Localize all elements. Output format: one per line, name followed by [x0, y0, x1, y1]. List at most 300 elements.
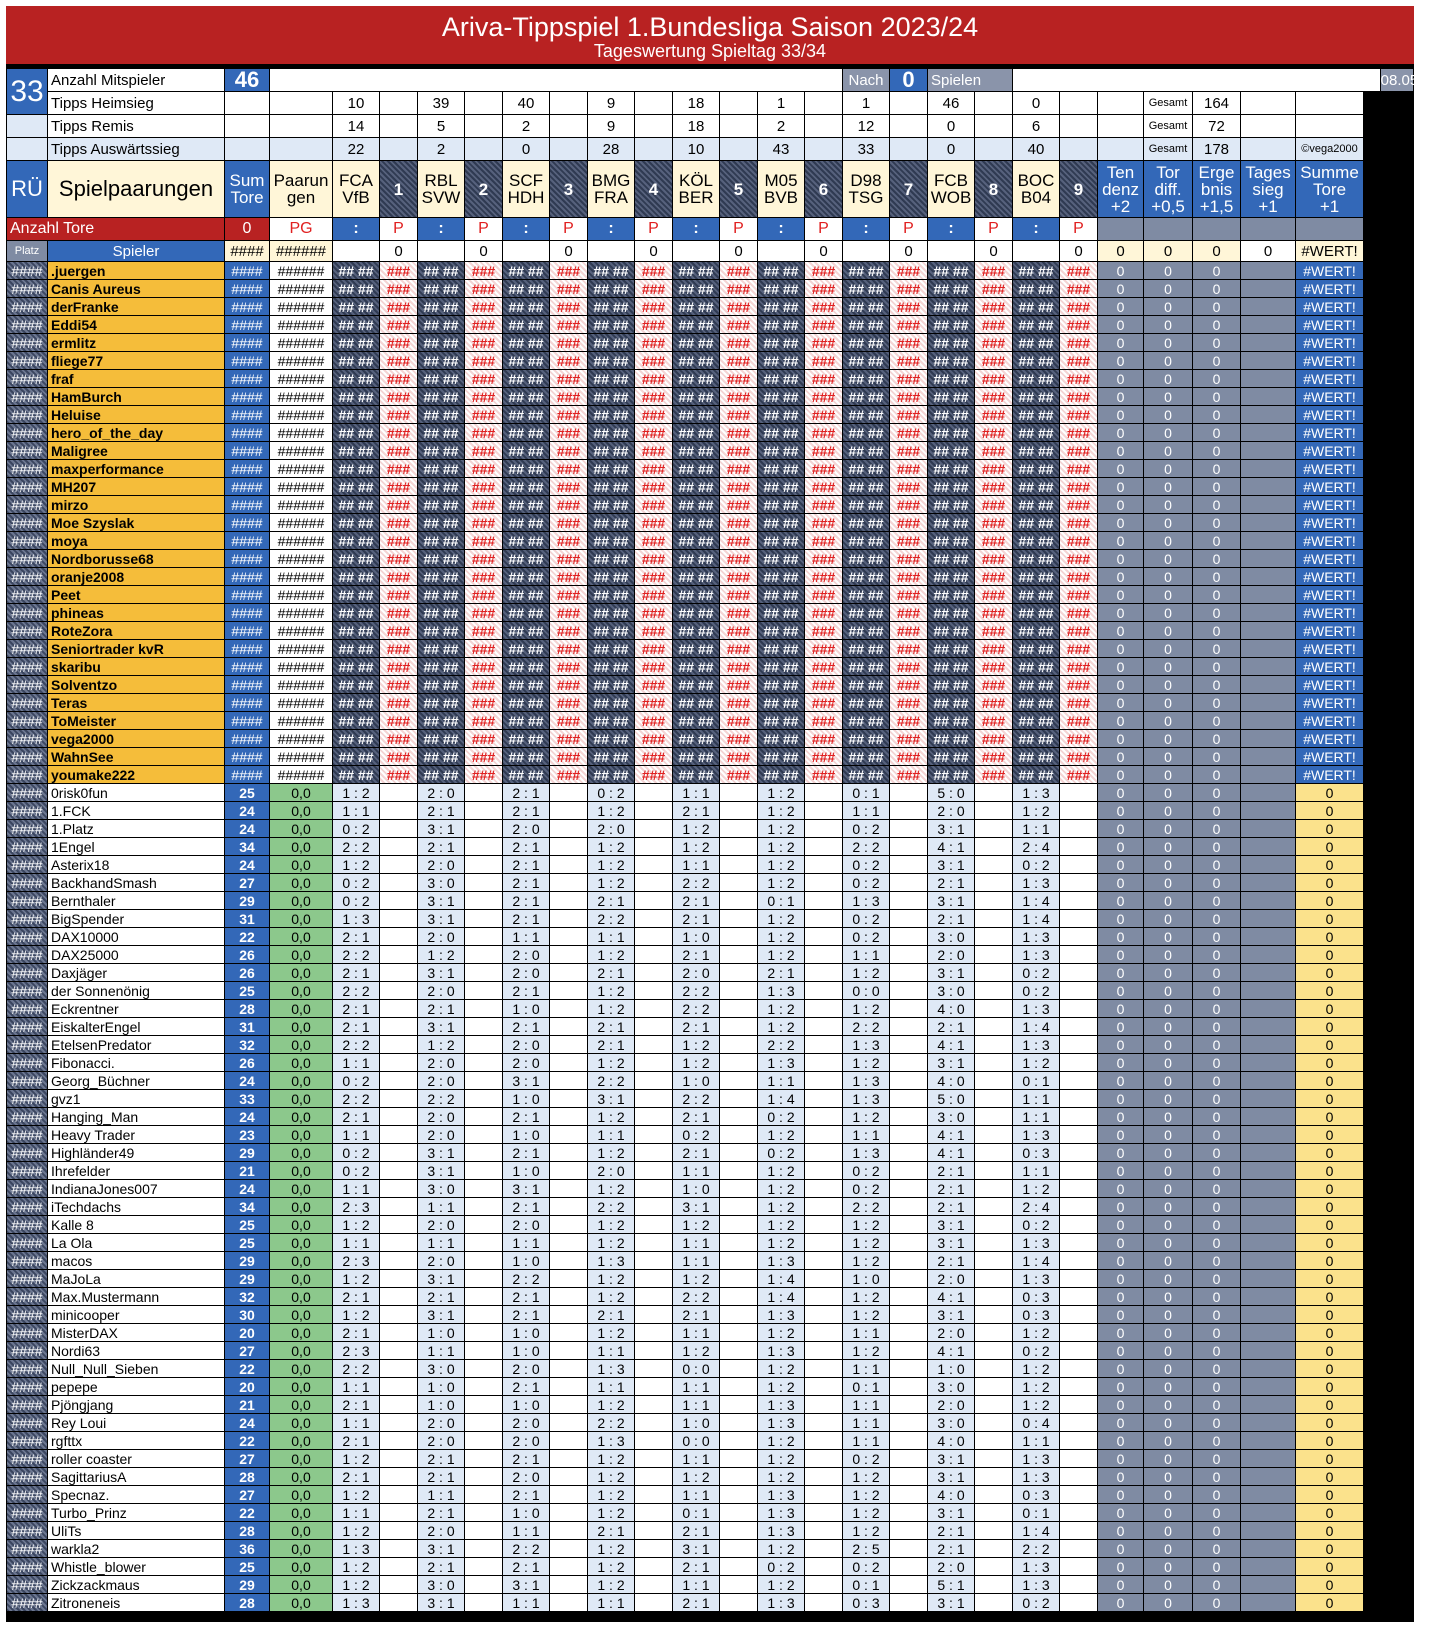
player-name[interactable]: La Ola: [48, 1234, 224, 1251]
points-cell: ###: [805, 748, 842, 765]
player-name[interactable]: Kalle 8: [48, 1216, 224, 1233]
tip-cell: ## ##: [673, 550, 719, 567]
tip-cell: 2 : 1: [588, 1018, 634, 1035]
player-name[interactable]: Pjöngjang: [48, 1396, 224, 1413]
blank-cell: [1060, 802, 1097, 819]
spielpaarungen-header: Spielpaarungen: [48, 161, 224, 217]
blank-cell: [720, 928, 757, 945]
player-name[interactable]: youmake222: [48, 766, 224, 783]
score-cell: 0: [1193, 1126, 1240, 1143]
sum-tore-cell: 24: [225, 802, 269, 819]
tip-cell: ## ##: [333, 280, 379, 297]
wert-cell: #WERT!: [1296, 241, 1363, 261]
platz-cell: ####: [7, 1162, 47, 1179]
tip-cell: 2 : 1: [673, 1144, 719, 1161]
tip-cell: 2 : 2: [333, 1090, 379, 1107]
player-name[interactable]: Null_Null_Sieben: [48, 1360, 224, 1377]
players-count: 46: [225, 69, 269, 91]
tip-cell: 1 : 2: [588, 982, 634, 999]
player-name[interactable]: EiskalterEngel: [48, 1018, 224, 1035]
blank-cell: [805, 802, 842, 819]
platz-cell: ####: [7, 1360, 47, 1377]
player-name[interactable]: 1.FCK: [48, 802, 224, 819]
blank-cell: [465, 1486, 502, 1503]
player-row: [7, 1486, 1413, 1503]
tip-cell: 1 : 4: [1013, 1252, 1059, 1269]
player-name[interactable]: macos: [48, 1252, 224, 1269]
player-row: [7, 262, 1413, 279]
player-name[interactable]: skaribu: [48, 658, 224, 675]
tip-cell: 1 : 2: [843, 1486, 889, 1503]
tip-cell: 1 : 1: [418, 1234, 464, 1251]
player-name[interactable]: rgfttx: [48, 1432, 224, 1449]
points-cell: ###: [890, 496, 927, 513]
player-name[interactable]: HamBurch: [48, 388, 224, 405]
result-cell[interactable]: :: [928, 218, 974, 240]
tip-cell: ## ##: [333, 694, 379, 711]
player-name[interactable]: minicooper: [48, 1306, 224, 1323]
tip-cell: 1 : 1: [1013, 820, 1059, 837]
blank-cell: [1241, 1360, 1295, 1377]
blank-cell: [635, 115, 672, 137]
tip-cell: 1 : 2: [588, 1180, 634, 1197]
score-cell: 0: [1144, 406, 1192, 423]
points-cell: ###: [975, 388, 1012, 405]
player-name[interactable]: 0risk0fun: [48, 784, 224, 801]
blank-cell: [418, 241, 464, 261]
player-name[interactable]: EtelsenPredator: [48, 1036, 224, 1053]
tip-cell: ## ##: [503, 424, 549, 441]
player-name[interactable]: Asterix18: [48, 856, 224, 873]
tip-cell: 3 : 1: [928, 820, 974, 837]
player-name[interactable]: SagittariusA: [48, 1468, 224, 1485]
tip-cell: ## ##: [843, 622, 889, 639]
player-name[interactable]: mirzo: [48, 496, 224, 513]
result-cell[interactable]: :: [843, 218, 889, 240]
tip-cell: 1 : 2: [758, 928, 804, 945]
tip-cell: 1 : 2: [843, 1054, 889, 1071]
player-name[interactable]: Nordi63: [48, 1342, 224, 1359]
tip-cell: 4 : 0: [928, 1486, 974, 1503]
player-name[interactable]: Whistle_blower: [48, 1558, 224, 1575]
player-name[interactable]: MaJoLa: [48, 1270, 224, 1287]
result-cell[interactable]: :: [418, 218, 464, 240]
blank-cell: [1060, 1324, 1097, 1341]
blank-cell: [975, 1504, 1012, 1521]
hash-cell: ######: [270, 370, 332, 387]
score-cell: 0: [1193, 802, 1240, 819]
player-name[interactable]: 1.Platz: [48, 820, 224, 837]
tip-cell: ## ##: [503, 622, 549, 639]
player-name[interactable]: gvz1: [48, 1090, 224, 1107]
result-cell[interactable]: :: [758, 218, 804, 240]
tip-cell: ## ##: [418, 730, 464, 747]
points-cell: ###: [805, 388, 842, 405]
player-name[interactable]: ermlitz: [48, 334, 224, 351]
points-cell: ###: [550, 262, 587, 279]
blank-cell: [380, 910, 417, 927]
tip-cell: 5 : 1: [928, 1576, 974, 1593]
blank-cell: [380, 784, 417, 801]
tip-cell: 1 : 1: [673, 1378, 719, 1395]
points-cell: ###: [720, 604, 757, 621]
player-name[interactable]: MisterDAX: [48, 1324, 224, 1341]
points-cell: ###: [975, 262, 1012, 279]
points-cell: 0,0: [270, 1198, 332, 1215]
tip-cell: ## ##: [843, 766, 889, 783]
tip-cell: 1 : 2: [843, 1000, 889, 1017]
tip-cell: ## ##: [418, 460, 464, 477]
tip-cell: 1 : 2: [588, 1468, 634, 1485]
player-name[interactable]: WahnSee: [48, 748, 224, 765]
sum-tore-cell: 29: [225, 1270, 269, 1287]
hash-cell: ######: [270, 352, 332, 369]
player-name[interactable]: MH207: [48, 478, 224, 495]
player-name[interactable]: Heluise: [48, 406, 224, 423]
tip-cell: 2 : 4: [1013, 1198, 1059, 1215]
header-line: Erge: [1198, 162, 1235, 182]
tip-cell: ## ##: [1013, 334, 1059, 351]
players-label: Anzahl Mitspieler: [48, 69, 224, 91]
blank-cell: [635, 1072, 672, 1089]
header-line: FCA: [339, 171, 373, 190]
tip-cell: 1 : 3: [1013, 1450, 1059, 1467]
points-cell: ###: [380, 442, 417, 459]
score-cell: 0: [1098, 640, 1143, 657]
wert-cell: #WERT!: [1296, 748, 1363, 765]
player-row: [7, 676, 1413, 693]
blank-cell: [1241, 946, 1295, 963]
match-header: [333, 161, 379, 217]
blank-cell: [225, 138, 269, 160]
player-name[interactable]: roller coaster: [48, 1450, 224, 1467]
points-cell: ###: [975, 694, 1012, 711]
player-name[interactable]: pepepe: [48, 1378, 224, 1395]
tip-cell: 1 : 1: [673, 784, 719, 801]
tip-cell: 3 : 0: [418, 1576, 464, 1593]
blank-cell: [1241, 316, 1295, 333]
blank-cell: [1241, 604, 1295, 621]
tip-cell: ## ##: [418, 748, 464, 765]
player-name[interactable]: Maligree: [48, 442, 224, 459]
tip-cell: 1 : 0: [673, 1072, 719, 1089]
points-cell: ###: [380, 712, 417, 729]
platz-cell: ####: [7, 1252, 47, 1269]
wert-cell: #WERT!: [1296, 460, 1363, 477]
tip-cell: 1 : 2: [418, 1036, 464, 1053]
player-name[interactable]: Zickzackmaus: [48, 1576, 224, 1593]
player-name[interactable]: ToMeister: [48, 712, 224, 729]
tip-cell: ## ##: [418, 766, 464, 783]
points-cell: ###: [635, 712, 672, 729]
tipps-count: 1: [758, 92, 804, 114]
result-cell[interactable]: :: [673, 218, 719, 240]
points-cell: ###: [380, 748, 417, 765]
player-name[interactable]: derFranke: [48, 298, 224, 315]
blank-cell: [975, 1486, 1012, 1503]
platz-cell: ####: [7, 712, 47, 729]
score-cell: 0: [1144, 568, 1192, 585]
blank-cell: [975, 1072, 1012, 1089]
score-cell: 0: [1098, 802, 1143, 819]
player-name[interactable]: Eckrentner: [48, 1000, 224, 1017]
result-cell[interactable]: :: [588, 218, 634, 240]
tip-cell: 2 : 1: [333, 1108, 379, 1125]
score-cell: 0: [1193, 730, 1240, 747]
player-row: [7, 1144, 1413, 1161]
player-row: [7, 1540, 1413, 1557]
player-name[interactable]: Peet: [48, 586, 224, 603]
blank-cell: [975, 1000, 1012, 1017]
player-name[interactable]: oranje2008: [48, 568, 224, 585]
player-name[interactable]: Seniortrader kvR: [48, 640, 224, 657]
blank-cell: [465, 1180, 502, 1197]
player-name[interactable]: Heavy Trader: [48, 1126, 224, 1143]
score-cell: 0: [1144, 1018, 1192, 1035]
points-cell: ###: [380, 550, 417, 567]
points-cell: 0,0: [270, 856, 332, 873]
player-name[interactable]: maxperformance: [48, 460, 224, 477]
player-name[interactable]: IndianaJones007: [48, 1180, 224, 1197]
blank-cell: [1241, 1450, 1295, 1467]
player-name[interactable]: Zitroneneis: [48, 1594, 224, 1611]
score-cell: 0: [1098, 1468, 1143, 1485]
blank-cell: [1241, 1072, 1295, 1089]
hash-cell: ####: [225, 532, 269, 549]
player-name[interactable]: hero_of_the_day: [48, 424, 224, 441]
player-name[interactable]: der Sonnenönig: [48, 982, 224, 999]
result-cell[interactable]: :: [333, 218, 379, 240]
blank-cell: [1060, 1198, 1097, 1215]
player-name[interactable]: 1Engel: [48, 838, 224, 855]
summe-cell: 0: [1296, 838, 1363, 855]
blank-cell: [975, 1180, 1012, 1197]
tip-cell: ## ##: [928, 388, 974, 405]
tip-cell: 1 : 3: [758, 1396, 804, 1413]
summe-cell: 0: [1296, 946, 1363, 963]
player-name[interactable]: BigSpender: [48, 910, 224, 927]
score-cell: 0: [1144, 838, 1192, 855]
points-cell: ###: [550, 352, 587, 369]
points-cell: ###: [975, 532, 1012, 549]
player-name[interactable]: Eddi54: [48, 316, 224, 333]
score-cell: 0: [1098, 1108, 1143, 1125]
wert-cell: #WERT!: [1296, 478, 1363, 495]
tip-cell: 1 : 2: [588, 1216, 634, 1233]
hash-cell: ####: [225, 550, 269, 567]
blank-cell: [720, 1126, 757, 1143]
player-name[interactable]: Moe Szyslak: [48, 514, 224, 531]
player-name[interactable]: Specnaz.: [48, 1486, 224, 1503]
player-name[interactable]: moya: [48, 532, 224, 549]
blank-cell: [720, 1558, 757, 1575]
tip-cell: ## ##: [503, 532, 549, 549]
player-name[interactable]: fliege77: [48, 352, 224, 369]
score-cell: 0: [1193, 1360, 1240, 1377]
player-name[interactable]: Turbo_Prinz: [48, 1504, 224, 1521]
points-cell: ###: [380, 622, 417, 639]
blank-cell: [380, 1252, 417, 1269]
score-cell: 0: [1193, 1072, 1240, 1089]
points-cell: ###: [720, 298, 757, 315]
summe-cell: 0: [1296, 1594, 1363, 1611]
header-line: gen: [286, 188, 316, 207]
player-name[interactable]: phineas: [48, 604, 224, 621]
points-cell: 0,0: [270, 1126, 332, 1143]
tip-cell: 3 : 1: [928, 1450, 974, 1467]
tip-cell: 1 : 2: [588, 1108, 634, 1125]
blank-cell: [465, 1270, 502, 1287]
tip-cell: 2 : 0: [503, 1360, 549, 1377]
blank-cell: [550, 1000, 587, 1017]
tip-cell: ## ##: [1013, 694, 1059, 711]
result-cell[interactable]: :: [1013, 218, 1059, 240]
tip-cell: 4 : 1: [928, 1036, 974, 1053]
score-cell: 0: [1098, 550, 1143, 567]
blank-cell: [805, 910, 842, 927]
tip-cell: ## ##: [418, 280, 464, 297]
header-line: Paarun: [273, 171, 329, 190]
player-row: [7, 586, 1413, 603]
tip-cell: 2 : 0: [418, 982, 464, 999]
score-header: [1098, 161, 1143, 217]
tip-cell: ## ##: [588, 316, 634, 333]
blank-cell: [1241, 1540, 1295, 1557]
blank-cell: [805, 1018, 842, 1035]
blank-cell: [7, 115, 47, 137]
hash-cell: ######: [270, 766, 332, 783]
hash-cell: ####: [225, 241, 269, 261]
summe-cell: 0: [1296, 1216, 1363, 1233]
player-name[interactable]: Daxjäger: [48, 964, 224, 981]
blank-cell: [550, 1450, 587, 1467]
player-name[interactable]: BackhandSmash: [48, 874, 224, 891]
tip-cell: 1 : 1: [333, 1378, 379, 1395]
tipps-label: Tipps Remis: [48, 115, 224, 137]
blank-cell: [1060, 1162, 1097, 1179]
gesamt-label: Gesamt: [1144, 92, 1192, 114]
points-cell: ###: [380, 766, 417, 783]
blank-cell: [1241, 262, 1295, 279]
blank-cell: [720, 1432, 757, 1449]
score-cell: 0: [1144, 550, 1192, 567]
score-cell: 0: [1098, 604, 1143, 621]
player-name[interactable]: DAX10000: [48, 928, 224, 945]
gesamt-total: 178: [1193, 138, 1240, 160]
header-line: WOB: [930, 188, 972, 207]
tip-cell: 1 : 2: [758, 802, 804, 819]
player-row: [7, 1180, 1413, 1197]
player-name[interactable]: RoteZora: [48, 622, 224, 639]
hash-cell: ######: [270, 388, 332, 405]
blank-cell: [1060, 1468, 1097, 1485]
platz-cell: ####: [7, 1576, 47, 1593]
player-name[interactable]: Nordborusse68: [48, 550, 224, 567]
player-name[interactable]: Bernthaler: [48, 892, 224, 909]
player-name[interactable]: DAX25000: [48, 946, 224, 963]
blank-cell: [1241, 694, 1295, 711]
blank-cell: [720, 1162, 757, 1179]
score-cell: 0: [1098, 1216, 1143, 1233]
player-name[interactable]: Teras: [48, 694, 224, 711]
score-cell: 0: [1193, 1090, 1240, 1107]
hash-cell: ######: [270, 496, 332, 513]
player-name[interactable]: warkla2: [48, 1540, 224, 1557]
player-name[interactable]: Highländer49: [48, 1144, 224, 1161]
sum-tore-cell: 29: [225, 892, 269, 909]
tip-cell: 2 : 0: [418, 928, 464, 945]
player-name[interactable]: iTechdachs: [48, 1198, 224, 1215]
blank-cell: [805, 964, 842, 981]
blank-cell: [975, 784, 1012, 801]
points-cell: 0,0: [270, 1306, 332, 1323]
blank-cell: [890, 1522, 927, 1539]
points-cell: ###: [550, 730, 587, 747]
player-name[interactable]: fraf: [48, 370, 224, 387]
player-name[interactable]: Hanging_Man: [48, 1108, 224, 1125]
score-cell: 0: [1144, 586, 1192, 603]
points-cell: 0,0: [270, 784, 332, 801]
blank-cell: [975, 138, 1012, 160]
blank-cell: [720, 802, 757, 819]
player-name[interactable]: Max.Mustermann: [48, 1288, 224, 1305]
tip-cell: ## ##: [758, 676, 804, 693]
score-cell: 0: [1098, 748, 1143, 765]
sum-tore-cell: 27: [225, 1342, 269, 1359]
summe-cell: 0: [1296, 1360, 1363, 1377]
player-name[interactable]: Ihrefelder: [48, 1162, 224, 1179]
wert-cell: #WERT!: [1296, 532, 1363, 549]
player-row: [7, 1396, 1413, 1413]
tip-cell: ## ##: [503, 298, 549, 315]
player-name[interactable]: .juergen: [48, 262, 224, 279]
points-cell: 0,0: [270, 1594, 332, 1611]
blank-cell: [805, 1540, 842, 1557]
tip-cell: 1 : 3: [758, 1504, 804, 1521]
header-line: KÖL: [678, 171, 714, 190]
result-cell[interactable]: :: [503, 218, 549, 240]
tip-cell: ## ##: [503, 334, 549, 351]
player-name[interactable]: Canis Aureus: [48, 280, 224, 297]
points-cell: 0,0: [270, 1000, 332, 1017]
tip-cell: ## ##: [928, 712, 974, 729]
platz-cell: ####: [7, 442, 47, 459]
summe-cell: 0: [1296, 1000, 1363, 1017]
tip-cell: 0 : 2: [333, 892, 379, 909]
blank-cell: [1241, 1270, 1295, 1287]
player-name[interactable]: Fibonacci.: [48, 1054, 224, 1071]
score-cell: 0: [1144, 1180, 1192, 1197]
player-name[interactable]: vega2000: [48, 730, 224, 747]
player-name[interactable]: Rey Loui: [48, 1414, 224, 1431]
tip-cell: ## ##: [758, 496, 804, 513]
player-name[interactable]: UliTs: [48, 1522, 224, 1539]
tip-cell: ## ##: [333, 406, 379, 423]
sum-tore-cell: 26: [225, 964, 269, 981]
tip-cell: 1 : 0: [673, 1414, 719, 1431]
tip-cell: 3 : 1: [503, 1072, 549, 1089]
blank-cell: [635, 1324, 672, 1341]
score-cell: 0: [1144, 514, 1192, 531]
score-cell: 0: [1144, 1198, 1192, 1215]
player-name[interactable]: Solventzo: [48, 676, 224, 693]
points-cell: 0,0: [270, 1558, 332, 1575]
hash-cell: ####: [225, 766, 269, 783]
tip-cell: 2 : 1: [418, 1504, 464, 1521]
tip-cell: ## ##: [843, 370, 889, 387]
blank-cell: [975, 1162, 1012, 1179]
player-name[interactable]: Georg_Büchner: [48, 1072, 224, 1089]
